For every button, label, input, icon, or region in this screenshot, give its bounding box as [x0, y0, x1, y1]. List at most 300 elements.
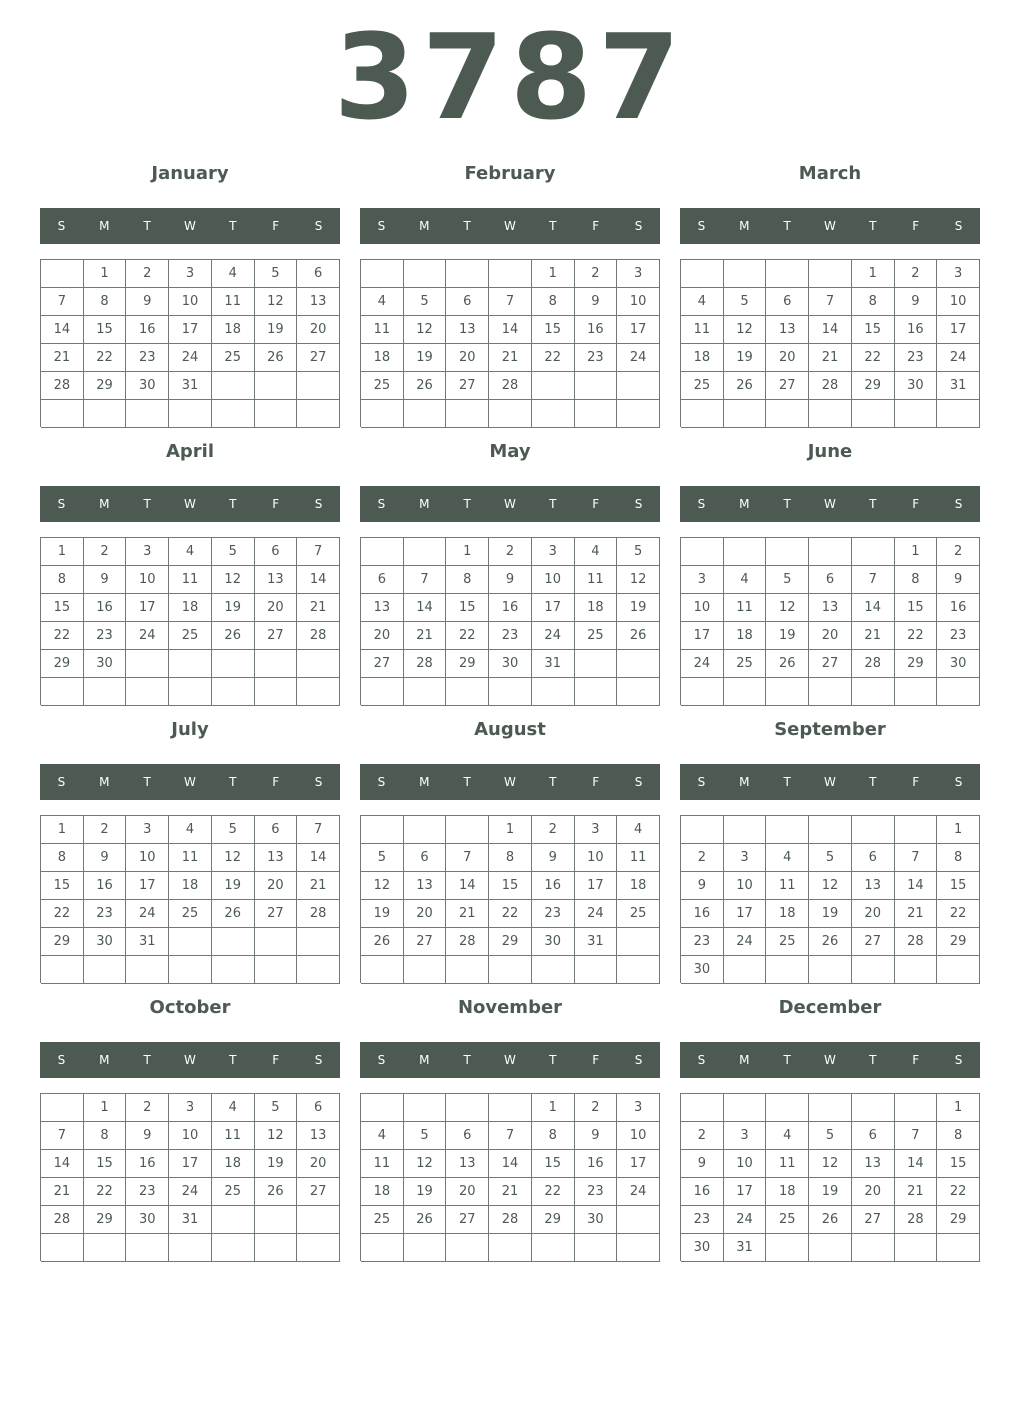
day-cell: 5	[212, 816, 255, 844]
day-cell: 7	[41, 288, 84, 316]
empty-cell	[809, 400, 852, 428]
empty-cell	[446, 260, 489, 288]
day-cell: 28	[809, 372, 852, 400]
day-cell: 17	[126, 872, 169, 900]
day-cell: 20	[255, 872, 298, 900]
empty-cell	[809, 816, 852, 844]
weekday-label: T	[143, 1053, 151, 1067]
day-cell: 25	[169, 622, 212, 650]
day-grid	[40, 1093, 340, 1261]
day-cell: 1	[937, 1094, 980, 1122]
empty-cell	[361, 678, 404, 706]
empty-cell	[766, 260, 809, 288]
day-grid	[680, 815, 980, 983]
weekday-label: S	[954, 1053, 963, 1067]
day-cell: 30	[489, 650, 532, 678]
weekday-label: S	[57, 219, 66, 233]
day-cell: 17	[724, 900, 767, 928]
day-cell: 30	[937, 650, 980, 678]
weekday-label: F	[272, 1053, 280, 1067]
empty-cell	[212, 650, 255, 678]
day-cell: 1	[41, 538, 84, 566]
day-cell: 26	[255, 1178, 298, 1206]
day-cell: 7	[446, 844, 489, 872]
day-cell: 18	[681, 344, 724, 372]
day-cell: 7	[41, 1122, 84, 1150]
day-cell: 11	[361, 316, 404, 344]
weekday-header	[680, 764, 980, 800]
weekday-header	[360, 486, 660, 522]
day-cell: 16	[489, 594, 532, 622]
day-cell: 4	[766, 1122, 809, 1150]
empty-cell	[169, 650, 212, 678]
day-cell: 10	[617, 1122, 660, 1150]
day-cell: 7	[489, 1122, 532, 1150]
day-cell: 6	[766, 288, 809, 316]
empty-cell	[575, 956, 618, 984]
day-cell: 15	[84, 316, 127, 344]
day-cell: 31	[575, 928, 618, 956]
weekday-label: T	[783, 219, 791, 233]
empty-cell	[681, 678, 724, 706]
day-cell: 25	[617, 900, 660, 928]
day-cell: 9	[575, 288, 618, 316]
day-cell: 5	[724, 288, 767, 316]
weekday-label: S	[954, 497, 963, 511]
weekday-label: M	[419, 1053, 430, 1067]
weekday-label: M	[739, 775, 750, 789]
weekday-label: S	[314, 1053, 323, 1067]
day-cell: 3	[937, 260, 980, 288]
empty-cell	[446, 816, 489, 844]
month-title: September	[774, 719, 886, 740]
day-grid	[40, 259, 340, 427]
day-grid	[360, 537, 660, 705]
empty-cell	[404, 1234, 447, 1262]
day-grid	[680, 537, 980, 705]
empty-cell	[766, 1094, 809, 1122]
weekday-label: S	[377, 1053, 386, 1067]
day-cell: 4	[575, 538, 618, 566]
empty-cell	[852, 678, 895, 706]
day-cell: 6	[404, 844, 447, 872]
empty-cell	[766, 400, 809, 428]
day-cell: 18	[724, 622, 767, 650]
weekday-label: T	[783, 775, 791, 789]
weekday-label: S	[634, 219, 643, 233]
day-cell: 11	[575, 566, 618, 594]
day-cell: 19	[766, 622, 809, 650]
empty-cell	[84, 1234, 127, 1262]
empty-cell	[126, 400, 169, 428]
day-cell: 14	[895, 1150, 938, 1178]
day-cell: 16	[84, 594, 127, 622]
day-cell: 4	[617, 816, 660, 844]
weekday-label: T	[463, 497, 471, 511]
empty-cell	[895, 816, 938, 844]
empty-cell	[852, 956, 895, 984]
day-cell: 27	[255, 622, 298, 650]
day-cell: 9	[532, 844, 575, 872]
day-cell: 22	[446, 622, 489, 650]
day-cell: 10	[126, 566, 169, 594]
day-cell: 19	[212, 872, 255, 900]
day-cell: 5	[255, 260, 298, 288]
empty-cell	[617, 678, 660, 706]
day-cell: 21	[446, 900, 489, 928]
empty-cell	[361, 816, 404, 844]
day-cell: 26	[724, 372, 767, 400]
weekday-label: T	[143, 775, 151, 789]
empty-cell	[41, 1094, 84, 1122]
day-cell: 23	[575, 1178, 618, 1206]
day-cell: 18	[361, 344, 404, 372]
weekday-header	[40, 486, 340, 522]
day-cell: 7	[895, 844, 938, 872]
day-cell: 21	[404, 622, 447, 650]
day-cell: 13	[446, 316, 489, 344]
day-cell: 28	[446, 928, 489, 956]
day-cell: 27	[809, 650, 852, 678]
weekday-label: M	[739, 497, 750, 511]
day-cell: 2	[84, 816, 127, 844]
day-cell: 26	[212, 900, 255, 928]
day-cell: 1	[446, 538, 489, 566]
day-grid	[40, 537, 340, 705]
weekday-label: T	[869, 497, 877, 511]
weekday-header	[680, 208, 980, 244]
day-cell: 15	[937, 1150, 980, 1178]
weekday-label: S	[314, 775, 323, 789]
day-cell: 22	[937, 1178, 980, 1206]
day-cell: 22	[532, 344, 575, 372]
day-cell: 3	[532, 538, 575, 566]
day-cell: 3	[169, 1094, 212, 1122]
day-cell: 24	[617, 344, 660, 372]
day-cell: 17	[937, 316, 980, 344]
empty-cell	[255, 956, 298, 984]
empty-cell	[681, 538, 724, 566]
day-cell: 27	[766, 372, 809, 400]
day-cell: 16	[575, 316, 618, 344]
empty-cell	[895, 956, 938, 984]
weekday-label: S	[954, 219, 963, 233]
empty-cell	[489, 1094, 532, 1122]
day-cell: 5	[404, 1122, 447, 1150]
empty-cell	[361, 260, 404, 288]
weekday-label: T	[549, 775, 557, 789]
day-cell: 3	[126, 538, 169, 566]
day-grid	[680, 259, 980, 427]
empty-cell	[766, 678, 809, 706]
weekday-label: S	[697, 219, 706, 233]
weekday-label: W	[184, 1053, 196, 1067]
day-cell: 9	[681, 872, 724, 900]
weekday-header	[680, 1042, 980, 1078]
day-cell: 20	[361, 622, 404, 650]
day-cell: 31	[532, 650, 575, 678]
day-cell: 19	[809, 900, 852, 928]
empty-cell	[575, 1234, 618, 1262]
empty-cell	[361, 956, 404, 984]
day-cell: 13	[255, 844, 298, 872]
month-title: July	[171, 719, 209, 740]
day-cell: 30	[895, 372, 938, 400]
empty-cell	[255, 372, 298, 400]
day-cell: 13	[852, 1150, 895, 1178]
empty-cell	[404, 816, 447, 844]
weekday-label: T	[783, 1053, 791, 1067]
day-cell: 9	[895, 288, 938, 316]
day-cell: 12	[766, 594, 809, 622]
empty-cell	[617, 928, 660, 956]
day-cell: 18	[169, 872, 212, 900]
day-cell: 5	[766, 566, 809, 594]
weekday-label: S	[57, 497, 66, 511]
empty-cell	[297, 650, 340, 678]
empty-cell	[852, 538, 895, 566]
day-cell: 13	[809, 594, 852, 622]
empty-cell	[126, 650, 169, 678]
day-cell: 17	[126, 594, 169, 622]
empty-cell	[212, 1234, 255, 1262]
day-cell: 28	[895, 928, 938, 956]
empty-cell	[681, 260, 724, 288]
day-cell: 23	[126, 344, 169, 372]
empty-cell	[809, 678, 852, 706]
day-cell: 13	[446, 1150, 489, 1178]
day-cell: 3	[617, 1094, 660, 1122]
day-cell: 31	[169, 1206, 212, 1234]
day-cell: 24	[724, 928, 767, 956]
day-cell: 19	[255, 316, 298, 344]
day-cell: 2	[126, 1094, 169, 1122]
day-cell: 19	[404, 1178, 447, 1206]
day-cell: 28	[404, 650, 447, 678]
weekday-label: T	[549, 1053, 557, 1067]
weekday-label: S	[634, 497, 643, 511]
day-cell: 17	[681, 622, 724, 650]
empty-cell	[361, 400, 404, 428]
weekday-label: S	[954, 775, 963, 789]
weekday-label: W	[824, 497, 836, 511]
day-cell: 7	[489, 288, 532, 316]
day-cell: 5	[809, 844, 852, 872]
day-cell: 9	[84, 566, 127, 594]
day-cell: 4	[169, 538, 212, 566]
day-cell: 12	[255, 1122, 298, 1150]
empty-cell	[126, 678, 169, 706]
day-cell: 3	[681, 566, 724, 594]
day-cell: 26	[255, 344, 298, 372]
day-cell: 16	[532, 872, 575, 900]
weekday-label: W	[504, 1053, 516, 1067]
day-cell: 25	[681, 372, 724, 400]
day-cell: 1	[532, 1094, 575, 1122]
weekday-label: S	[634, 775, 643, 789]
day-cell: 24	[169, 1178, 212, 1206]
empty-cell	[169, 928, 212, 956]
day-cell: 30	[532, 928, 575, 956]
day-cell: 15	[446, 594, 489, 622]
empty-cell	[41, 400, 84, 428]
day-cell: 29	[446, 650, 489, 678]
day-cell: 11	[724, 594, 767, 622]
day-cell: 5	[212, 538, 255, 566]
empty-cell	[41, 260, 84, 288]
day-cell: 2	[126, 260, 169, 288]
empty-cell	[361, 1094, 404, 1122]
weekday-label: S	[697, 775, 706, 789]
day-cell: 17	[169, 316, 212, 344]
weekday-label: T	[783, 497, 791, 511]
day-cell: 30	[84, 650, 127, 678]
weekday-label: S	[377, 775, 386, 789]
day-cell: 14	[297, 844, 340, 872]
empty-cell	[724, 816, 767, 844]
day-cell: 19	[617, 594, 660, 622]
empty-cell	[41, 678, 84, 706]
day-cell: 29	[852, 372, 895, 400]
day-cell: 14	[895, 872, 938, 900]
empty-cell	[809, 1234, 852, 1262]
empty-cell	[489, 400, 532, 428]
day-cell: 2	[575, 260, 618, 288]
day-cell: 26	[404, 372, 447, 400]
day-cell: 10	[532, 566, 575, 594]
day-cell: 6	[297, 1094, 340, 1122]
empty-cell	[404, 678, 447, 706]
day-cell: 2	[681, 844, 724, 872]
day-cell: 5	[809, 1122, 852, 1150]
weekday-label: T	[229, 219, 237, 233]
day-cell: 16	[937, 594, 980, 622]
day-cell: 9	[489, 566, 532, 594]
empty-cell	[766, 956, 809, 984]
day-cell: 21	[297, 872, 340, 900]
day-cell: 25	[766, 928, 809, 956]
empty-cell	[937, 956, 980, 984]
weekday-label: T	[143, 219, 151, 233]
day-cell: 12	[809, 872, 852, 900]
day-cell: 15	[937, 872, 980, 900]
empty-cell	[212, 400, 255, 428]
day-cell: 12	[361, 872, 404, 900]
weekday-label: M	[99, 1053, 110, 1067]
empty-cell	[724, 400, 767, 428]
day-cell: 16	[895, 316, 938, 344]
day-cell: 22	[895, 622, 938, 650]
empty-cell	[617, 1206, 660, 1234]
day-cell: 19	[212, 594, 255, 622]
weekday-label: F	[592, 219, 600, 233]
weekday-label: M	[419, 497, 430, 511]
weekday-header	[680, 486, 980, 522]
empty-cell	[255, 1234, 298, 1262]
empty-cell	[446, 1234, 489, 1262]
day-cell: 23	[532, 900, 575, 928]
day-cell: 11	[766, 872, 809, 900]
day-cell: 27	[255, 900, 298, 928]
weekday-header	[360, 764, 660, 800]
day-cell: 24	[681, 650, 724, 678]
day-cell: 19	[404, 344, 447, 372]
day-cell: 13	[255, 566, 298, 594]
day-cell: 20	[297, 316, 340, 344]
day-cell: 10	[681, 594, 724, 622]
weekday-label: T	[463, 219, 471, 233]
day-cell: 16	[681, 1178, 724, 1206]
empty-cell	[169, 1234, 212, 1262]
day-cell: 20	[404, 900, 447, 928]
empty-cell	[255, 650, 298, 678]
day-cell: 11	[361, 1150, 404, 1178]
day-grid	[360, 815, 660, 983]
day-cell: 17	[575, 872, 618, 900]
empty-cell	[895, 1094, 938, 1122]
day-cell: 3	[575, 816, 618, 844]
weekday-label: S	[57, 775, 66, 789]
month-title: June	[807, 441, 853, 462]
empty-cell	[617, 650, 660, 678]
empty-cell	[532, 372, 575, 400]
empty-cell	[575, 400, 618, 428]
day-cell: 27	[852, 1206, 895, 1234]
day-cell: 30	[126, 1206, 169, 1234]
weekday-label: M	[739, 1053, 750, 1067]
empty-cell	[766, 1234, 809, 1262]
day-cell: 26	[212, 622, 255, 650]
day-cell: 20	[446, 1178, 489, 1206]
empty-cell	[532, 678, 575, 706]
day-cell: 13	[361, 594, 404, 622]
empty-cell	[41, 956, 84, 984]
empty-cell	[212, 372, 255, 400]
weekday-header	[360, 1042, 660, 1078]
day-cell: 25	[361, 372, 404, 400]
empty-cell	[852, 1234, 895, 1262]
empty-cell	[212, 1206, 255, 1234]
empty-cell	[852, 816, 895, 844]
day-cell: 4	[724, 566, 767, 594]
day-cell: 17	[169, 1150, 212, 1178]
day-cell: 8	[446, 566, 489, 594]
day-cell: 8	[532, 1122, 575, 1150]
day-cell: 22	[489, 900, 532, 928]
weekday-label: F	[912, 219, 920, 233]
empty-cell	[255, 928, 298, 956]
month-title: December	[778, 997, 882, 1018]
weekday-label: S	[377, 497, 386, 511]
day-cell: 10	[575, 844, 618, 872]
day-cell: 1	[937, 816, 980, 844]
day-cell: 29	[41, 650, 84, 678]
day-cell: 11	[617, 844, 660, 872]
empty-cell	[532, 1234, 575, 1262]
day-grid	[360, 259, 660, 427]
month-title: March	[798, 163, 862, 184]
empty-cell	[404, 1094, 447, 1122]
day-cell: 8	[41, 566, 84, 594]
weekday-label: M	[99, 775, 110, 789]
day-cell: 30	[575, 1206, 618, 1234]
day-cell: 30	[681, 1234, 724, 1262]
day-cell: 18	[361, 1178, 404, 1206]
day-cell: 20	[766, 344, 809, 372]
empty-cell	[532, 956, 575, 984]
empty-cell	[404, 538, 447, 566]
day-cell: 29	[84, 372, 127, 400]
